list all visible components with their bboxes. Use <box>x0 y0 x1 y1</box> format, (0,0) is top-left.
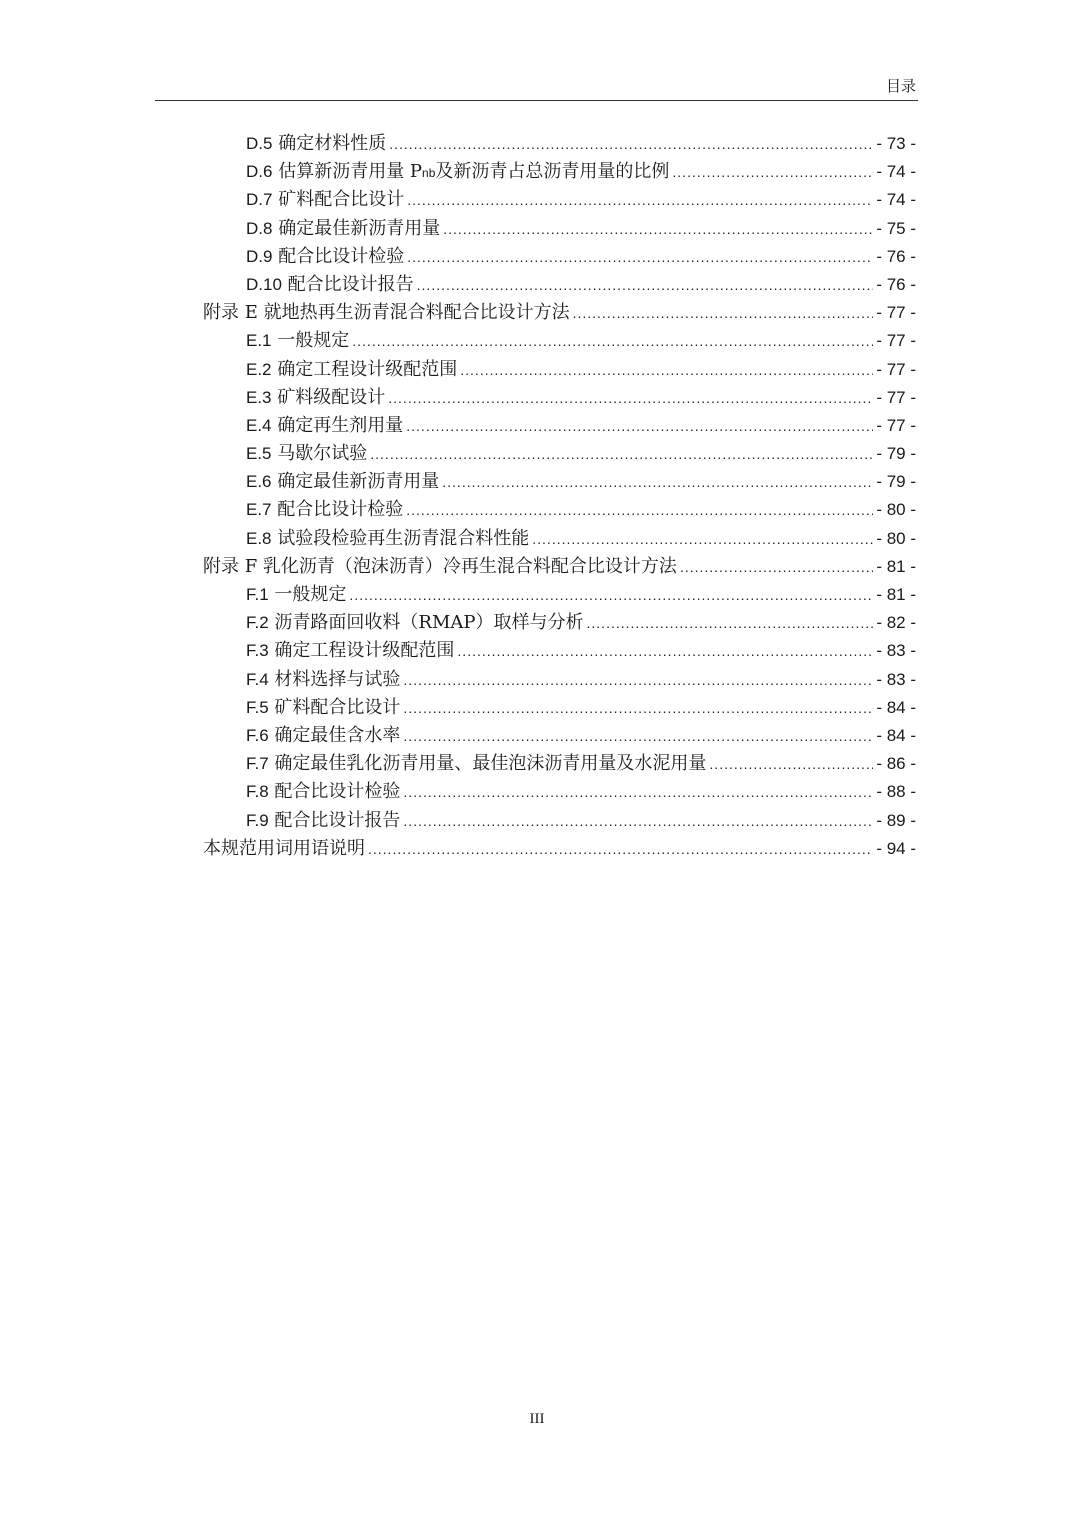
toc-entry-title: 沥青路面回收料（RMAP）取样与分析 <box>274 612 584 634</box>
toc-entry-title: 配合比设计报告 <box>274 809 401 831</box>
toc-entry-page: - 81 - <box>876 556 916 576</box>
toc-entry-label <box>246 807 400 835</box>
toc-entry-title: 确定再生剂用量 <box>277 414 404 436</box>
toc-entry-code: F.8 <box>246 782 269 802</box>
toc-entry-title: 矿料配合比设计 <box>278 189 405 211</box>
toc-entry-title-continued: 及新沥青占总沥青用量的比例 <box>435 161 670 183</box>
toc-entry-title: 确定工程设计级配范围 <box>277 358 458 380</box>
toc-entry-label <box>246 384 385 412</box>
toc-dot-leader <box>573 299 874 327</box>
toc-entry-code: F.2 <box>246 613 269 633</box>
toc-entry[interactable] <box>203 835 916 863</box>
toc-entry-page: - 79 - <box>876 444 916 464</box>
toc-entry-label <box>246 271 414 299</box>
toc-entry-title: 试验段检验再生沥青混合料性能 <box>277 527 530 549</box>
toc-entry-page: - 89 - <box>876 810 916 830</box>
toc-entry-title: 一般规定 <box>274 584 347 605</box>
toc-entry-code: E.2 <box>246 359 272 379</box>
toc-entry-code: F.1 <box>246 585 269 604</box>
toc-entry[interactable] <box>203 666 916 694</box>
toc-entry-code: D.10 <box>246 274 282 294</box>
toc-entry-label <box>246 186 404 214</box>
toc-entry-page: - 84 - <box>876 725 916 745</box>
toc-entry-code: D.8 <box>246 218 273 238</box>
toc-entry-page: - 77 - <box>876 415 916 435</box>
toc-entry-title: 本规范用词用语说明 <box>203 837 365 859</box>
toc-entry-title: 确定最佳新沥青用量 <box>278 217 441 239</box>
toc-entry-label <box>246 525 529 553</box>
toc-entry-code: D.9 <box>246 246 273 266</box>
toc-entry-page: - 79 - <box>876 472 916 492</box>
toc-entry[interactable] <box>203 158 916 186</box>
toc-dot-leader <box>403 694 873 722</box>
toc-entry-title: 材料选择与试验 <box>274 668 401 690</box>
toc-entry-label <box>246 158 669 187</box>
toc-entry-title: 确定材料性质 <box>278 133 387 154</box>
toc-dot-leader <box>442 468 873 496</box>
toc-dot-leader <box>417 271 874 299</box>
toc-entry[interactable] <box>203 440 916 468</box>
table-of-contents <box>203 130 916 863</box>
toc-entry-label <box>246 243 404 271</box>
toc-dot-leader <box>587 609 874 637</box>
toc-entry-page: - 84 - <box>876 697 916 717</box>
toc-entry[interactable] <box>203 609 916 637</box>
toc-dot-leader <box>403 807 873 835</box>
toc-entry[interactable] <box>203 722 916 750</box>
toc-entry-title: 附录 E 就地热再生沥青混合料配合比设计方法 <box>203 302 570 324</box>
toc-entry-title: 配合比设计检验 <box>278 245 405 267</box>
toc-entry[interactable] <box>203 271 916 299</box>
toc-entry-page: - 73 - <box>876 134 916 153</box>
toc-entry-code: E.6 <box>246 472 272 492</box>
toc-entry[interactable] <box>203 327 916 355</box>
toc-dot-leader <box>709 750 873 778</box>
toc-entry-page: - 86 - <box>876 754 916 774</box>
toc-entry-page: - 77 - <box>876 331 916 351</box>
toc-entry-code: F.5 <box>246 697 269 717</box>
toc-entry-code: E.8 <box>246 528 272 548</box>
toc-dot-leader <box>403 722 873 750</box>
toc-entry-label <box>246 496 403 524</box>
toc-entry-page: - 75 - <box>876 218 916 238</box>
toc-entry-code: F.6 <box>246 725 269 745</box>
toc-entry-page: - 83 - <box>876 669 916 689</box>
toc-entry-code: F.4 <box>246 669 269 689</box>
toc-entry-label <box>246 327 349 355</box>
toc-entry-label <box>246 581 346 609</box>
toc-entry-page: - 74 - <box>876 190 916 210</box>
toc-dot-leader <box>672 158 873 186</box>
toc-dot-leader <box>370 440 873 468</box>
toc-entry-page: - 77 - <box>876 387 916 407</box>
toc-dot-leader <box>407 186 873 214</box>
toc-dot-leader <box>407 243 873 271</box>
toc-entry-code: E.5 <box>246 444 272 464</box>
toc-entry-title: 确定工程设计级配范围 <box>274 640 455 662</box>
toc-entry-page: - 94 - <box>876 838 916 858</box>
toc-dot-leader <box>349 581 873 609</box>
toc-entry-title: 矿料配合比设计 <box>274 696 401 718</box>
toc-entry-code: F.9 <box>246 810 269 830</box>
toc-entry-label <box>246 468 439 496</box>
toc-entry[interactable] <box>203 186 916 214</box>
toc-entry-code: E.7 <box>246 500 272 520</box>
toc-entry[interactable] <box>203 807 916 835</box>
toc-dot-leader <box>443 215 873 243</box>
toc-entry[interactable] <box>203 356 916 384</box>
toc-entry-code: E.1 <box>246 331 272 351</box>
toc-entry-label <box>246 356 457 384</box>
toc-dot-leader <box>389 130 873 158</box>
toc-dot-leader <box>406 412 873 440</box>
toc-entry-title: 确定最佳含水率 <box>274 724 401 746</box>
toc-entry-code: D.7 <box>246 190 273 210</box>
toc-entry-title: 一般规定 <box>277 330 350 352</box>
toc-entry-title: 确定最佳乳化沥青用量、最佳泡沫沥青用量及水泥用量 <box>274 753 707 775</box>
toc-entry-label <box>246 750 706 778</box>
toc-entry[interactable] <box>203 215 916 243</box>
toc-entry-page: - 76 - <box>876 274 916 294</box>
toc-entry-label <box>246 440 367 468</box>
toc-dot-leader <box>457 637 873 665</box>
toc-entry-page: - 74 - <box>876 162 916 182</box>
toc-dot-leader <box>352 327 873 355</box>
toc-entry-code: D.6 <box>246 162 273 182</box>
toc-entry-code: E.4 <box>246 415 272 435</box>
toc-entry-code: F.3 <box>246 641 269 661</box>
toc-dot-leader <box>368 835 873 863</box>
toc-entry-title: 估算新沥青用量 P <box>278 161 423 183</box>
toc-entry[interactable] <box>203 299 916 327</box>
toc-entry-label <box>246 666 400 694</box>
toc-entry-label <box>246 722 400 750</box>
toc-dot-leader <box>388 384 873 412</box>
toc-entry-code: D.5 <box>246 134 273 153</box>
toc-dot-leader <box>532 525 873 553</box>
page-number: III <box>529 1411 545 1427</box>
toc-entry-page: - 88 - <box>876 782 916 802</box>
toc-entry[interactable] <box>203 750 916 778</box>
toc-entry-page: - 77 - <box>876 303 916 323</box>
toc-entry-title: 马歇尔试验 <box>277 443 368 465</box>
toc-entry[interactable] <box>203 496 916 524</box>
toc-entry-label <box>246 412 403 440</box>
toc-entry-label <box>246 215 440 243</box>
toc-entry-label <box>203 299 570 327</box>
toc-entry-title: 附录 F 乳化沥青（泡沫沥青）冷再生混合料配合比设计方法 <box>203 555 677 577</box>
toc-entry-page: - 81 - <box>876 585 916 604</box>
toc-entry[interactable] <box>203 412 916 440</box>
toc-entry[interactable] <box>203 525 916 553</box>
toc-entry-label <box>246 609 584 637</box>
toc-dot-leader <box>406 496 873 524</box>
toc-entry-subscript: nb <box>422 166 436 181</box>
toc-entry[interactable] <box>203 581 916 609</box>
toc-entry-page: - 83 - <box>876 641 916 661</box>
toc-entry-page: - 82 - <box>876 613 916 633</box>
header-title: 目录 <box>885 77 916 95</box>
toc-entry-label <box>203 835 365 863</box>
toc-entry-code: F.7 <box>246 754 269 774</box>
toc-entry-label <box>203 553 677 581</box>
toc-entry[interactable] <box>203 637 916 665</box>
toc-entry-page: - 76 - <box>876 246 916 266</box>
toc-entry-title: 矿料级配设计 <box>277 386 386 408</box>
toc-dot-leader <box>403 778 873 806</box>
toc-entry[interactable] <box>203 778 916 806</box>
toc-entry[interactable] <box>203 384 916 412</box>
toc-dot-leader <box>680 553 873 581</box>
toc-entry-label <box>246 130 386 158</box>
toc-entry-page: - 80 - <box>876 500 916 520</box>
toc-entry[interactable] <box>203 553 916 581</box>
toc-dot-leader <box>403 666 873 694</box>
page-header <box>155 76 918 101</box>
toc-entry-label <box>246 694 400 722</box>
toc-entry[interactable] <box>203 694 916 722</box>
toc-entry-title: 确定最佳新沥青用量 <box>277 471 440 493</box>
toc-entry-title: 配合比设计检验 <box>277 499 404 521</box>
toc-entry-page: - 80 - <box>876 528 916 548</box>
toc-entry[interactable] <box>203 130 916 158</box>
toc-entry-title: 配合比设计报告 <box>287 273 414 295</box>
toc-entry-page: - 77 - <box>876 359 916 379</box>
toc-entry-title: 配合比设计检验 <box>274 781 401 803</box>
toc-entry[interactable] <box>203 243 916 271</box>
toc-dot-leader <box>460 356 873 384</box>
toc-entry-label <box>246 778 400 806</box>
toc-entry[interactable] <box>203 468 916 496</box>
toc-entry-code: E.3 <box>246 387 272 407</box>
toc-entry-label <box>246 637 454 665</box>
